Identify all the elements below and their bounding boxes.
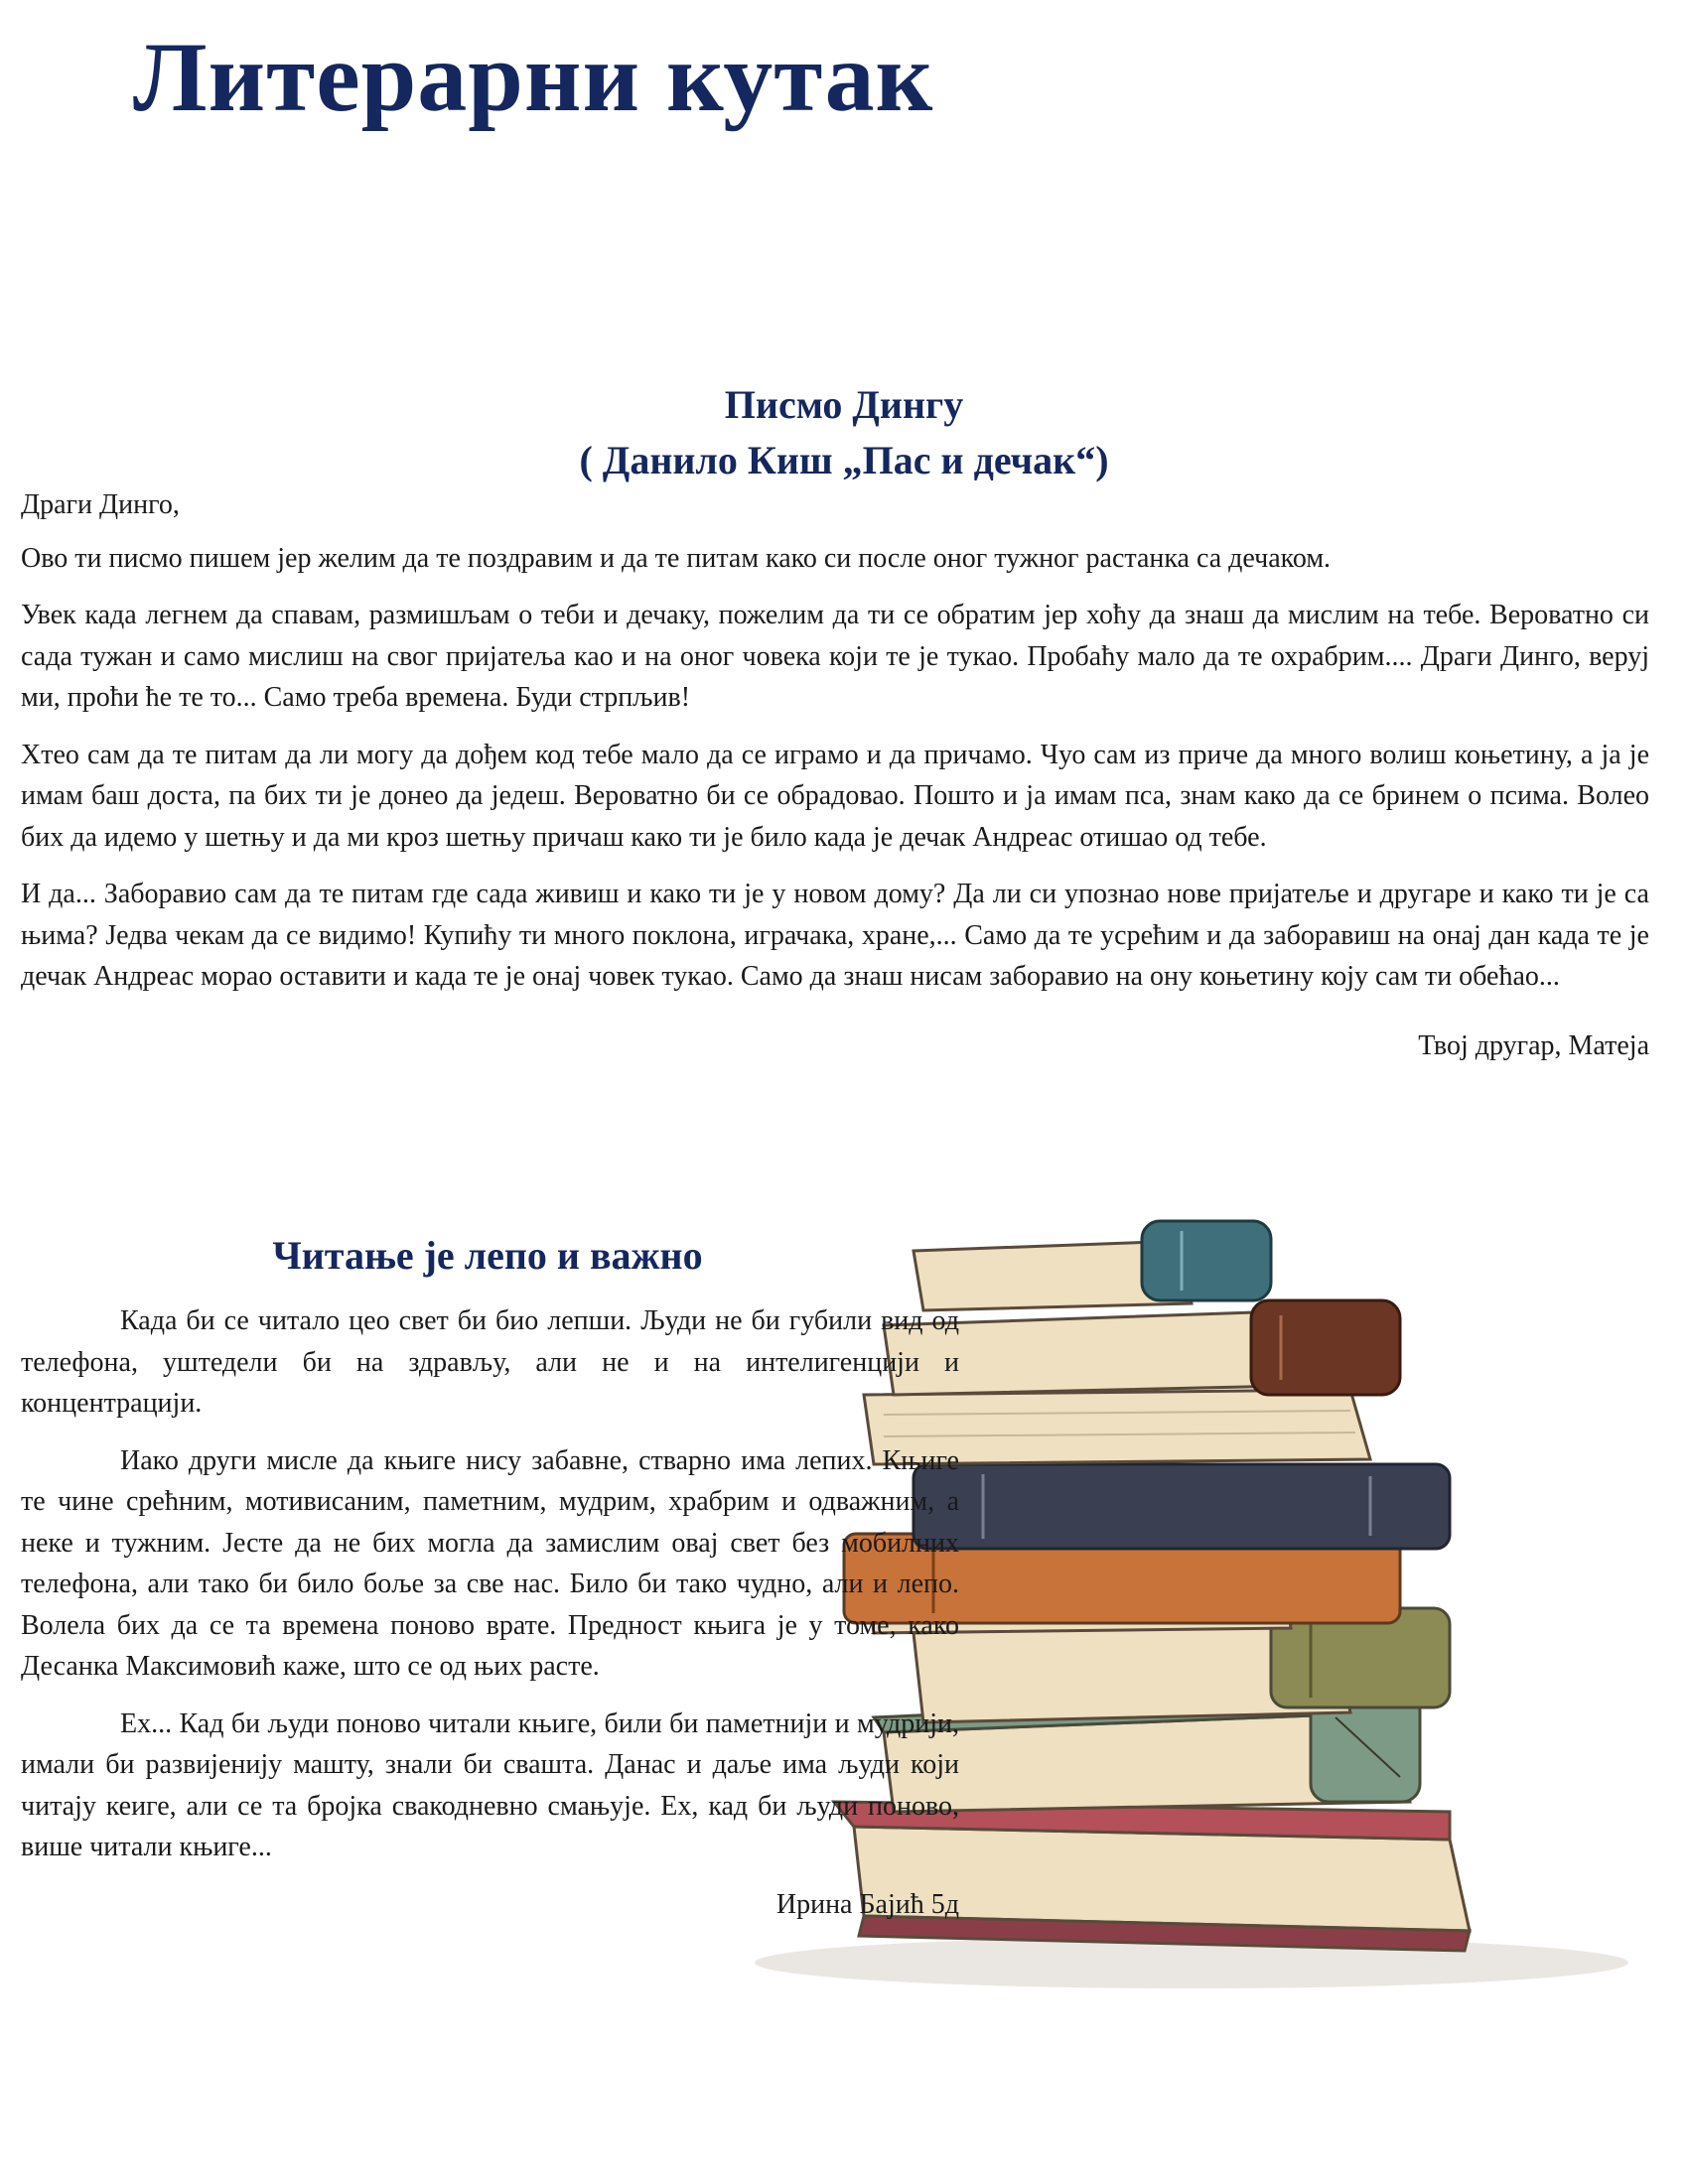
letter-signoff: Твој другар, Матеја bbox=[1418, 1029, 1649, 1061]
book bbox=[884, 1300, 1400, 1395]
letter-heading bbox=[0, 377, 1688, 488]
article-paragraph: Иако други мисле да књиге нису забавне, стварно има лепих. Књиге те чине срећним, мотивисаним, паметним, мудрим, храбрим и одважним, а неке и тужним. Јесте да не бих могла да замислим овај свет без мобилних телефона, али тако би било боље за све нас. Било би тако чудно, али и лепо. Волела бих да се та времена поново врате. Предност књига је у томе, како Десанка Максимовић каже, што се од њих расте. bbox=[21, 1444, 959, 1682]
page-title: Литерарни кутак bbox=[133, 22, 934, 132]
letter-greeting: Драги Динго, bbox=[21, 489, 180, 520]
article-paragraph: Када би се читало цео свет би био лепши. Људи не би губили вид од телефона, уштедели би на здрављу, али не и на интелигенцији и концентрацији. bbox=[21, 1305, 959, 1419]
article-author: Ирина Бајић 5д bbox=[775, 1888, 959, 1920]
article-title: Читање је лепо и важно bbox=[272, 1233, 703, 1278]
article-body bbox=[21, 1300, 959, 1941]
article-paragraph: Ех... Кад би људи поново читали књиге, били би паметнији и мудрији, имали би развијенију машту, знали би свашта. Данас и даље има људи који читају кеиге, али се та бројка свакодневно смањује. Ех, кад би људи поново, више читали књиге... bbox=[21, 1707, 959, 1862]
letter-paragraph: Хтео сам да те питам да ли могу да дођем код тебе мало да се играмо и да причамо. Чуо сам из приче да много волиш коњетину, а ја је имам баш доста, па бих ти је донео да једеш. Вероватно би се обрадовао. Пошто и ја имам пса, знам како да се бринем о псима. Волео бих да идемо у шетњу и да ми кроз шетњу причаш како ти је било када је дечак Андреас отишао од тебе. bbox=[21, 739, 1649, 853]
letter-title: Писмо Дингу bbox=[724, 382, 964, 427]
letter-paragraph: Увек када легнем да спавам, размишљам о теби и дечаку, пожелим да ти се обратим јер хоћу да знаш да мислим на тебе. Вероватно си сада тужан и само мислиш на свог пријатеља као и на оног човека који те је тукао. Пробаћу мало да те охрабрим.... Драги Динго, веруј ми, проћи ће те то... Само треба времена. Буди стрпљив! bbox=[21, 600, 1649, 713]
letter-body bbox=[21, 484, 1649, 1082]
book bbox=[914, 1221, 1271, 1310]
letter-paragraph: И да... Заборавио сам да те питам где сада живиш и како ти је у новом дому? Да ли си упознао нове пријатеље и другаре и како ти је са њима? Једва чекам да се видимо! Купићу ти много поклона, играчака, хране,... Само да те усрећим и да заборавиш на онај дан када те је дечак Андреас морао оставити и када те је онај човек тукао. Само да знаш нисам заборавио на ону коњетину коју сам ти обећао... bbox=[21, 879, 1649, 992]
book bbox=[914, 1464, 1450, 1549]
letter-subtitle: ( Данило Киш „Пас и дечак“) bbox=[579, 438, 1109, 482]
letter-paragraph: Ово ти писмо пишем јер желим да те поздравим и да те питам како си после оног тужног растанка са дечаком. bbox=[21, 542, 1332, 574]
